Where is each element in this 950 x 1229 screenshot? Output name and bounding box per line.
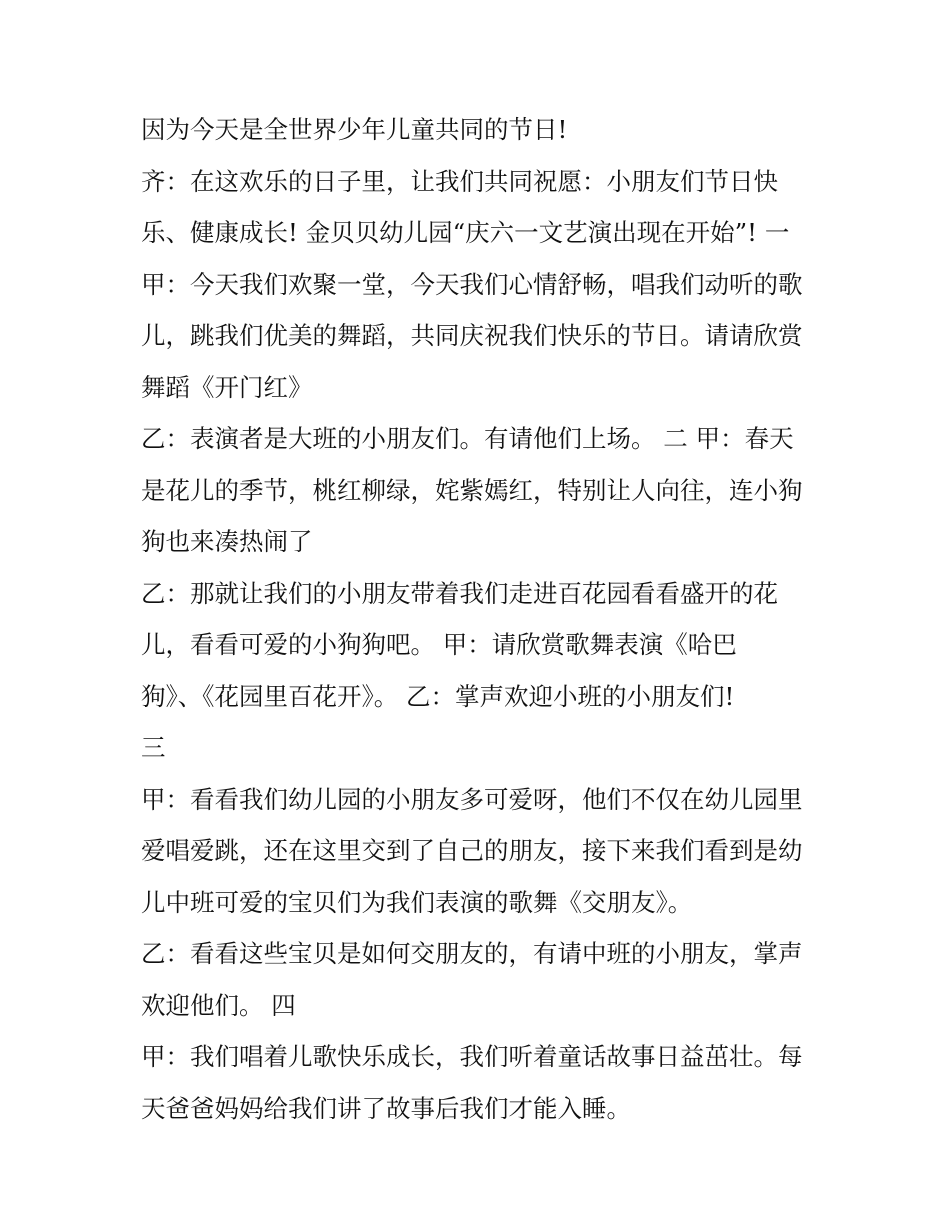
- document-body: [141, 104, 821, 1134]
- text-line: 儿，跳我们优美的舞蹈，共同庆祝我们快乐的节日。请请欣赏: [141, 321, 803, 350]
- text-line: 乙：那就让我们的小朋友带着我们走进百花园看看盛开的花: [141, 578, 778, 608]
- text-line: 三: [141, 733, 166, 762]
- text-line: 爱唱爱跳，还在这里交到了自己的朋友，接下来我们看到是幼: [141, 836, 803, 865]
- text-line: 乐、健康成长! 金贝贝幼儿园“庆六一文艺演出现在开始”! 一: [141, 218, 790, 247]
- text-line: 是花儿的季节，桃红柳绿，姹紫嫣红，特别让人向往，连小狗: [141, 475, 803, 505]
- text-line: 甲：今天我们欢聚一堂，今天我们心情舒畅，唱我们动听的歌: [141, 269, 803, 299]
- text-line: 儿，看看可爱的小狗狗吧。 甲：请欣赏歌舞表演《哈巴: [141, 630, 737, 659]
- text-line: 乙：表演者是大班的小朋友们。有请他们上场。 二 甲：春天: [141, 424, 794, 453]
- text-line: 狗也来凑热闹了: [141, 527, 313, 556]
- text-line: 儿中班可爱的宝贝们为我们表演的歌舞《交朋友》。: [141, 887, 693, 917]
- text-line: 因为今天是全世界少年儿童共同的节日!: [141, 115, 568, 144]
- text-line: 狗》、《花园里百花开》。 乙：掌声欢迎小班的小朋友们!: [141, 681, 735, 711]
- text-line: 齐：在这欢乐的日子里，让我们共同祝愿：小朋友们节日快: [141, 166, 778, 196]
- text-line: 天爸爸妈妈给我们讲了故事后我们才能入睡。: [141, 1093, 631, 1123]
- text-line: 欢迎他们。 四: [141, 990, 296, 1020]
- text-line: 舞蹈《开门红》: [141, 372, 313, 402]
- text-line: 乙：看看这些宝贝是如何交朋友的，有请中班的小朋友，掌声: [141, 939, 803, 968]
- text-line: 甲：我们唱着儿歌快乐成长，我们听着童话故事日益茁壮。每: [141, 1042, 803, 1071]
- text-line: 甲：看看我们幼儿园的小朋友多可爱呀，他们不仅在幼儿园里: [141, 784, 803, 814]
